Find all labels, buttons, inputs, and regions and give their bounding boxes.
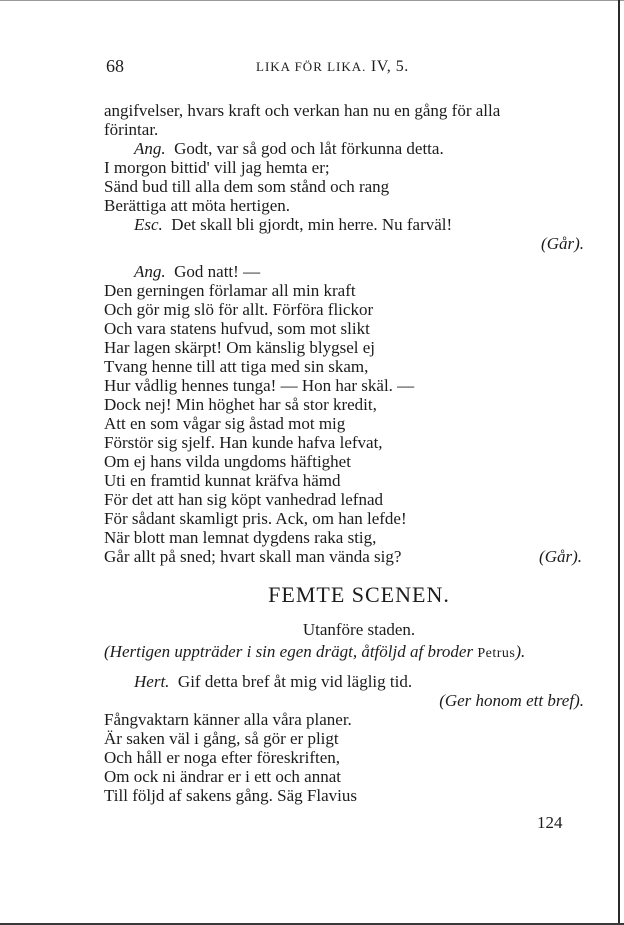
text-line: Berättiga att möta hertigen. [104,196,290,215]
stage-direction: (Ger honom ett bref). [439,691,584,710]
text-line [104,547,584,566]
text-line: Sänd bud till alla dem som stånd och rang [104,177,390,196]
text-line: För det att han sig köpt vanhedrad lefnad [104,490,384,509]
page-top-edge [0,0,624,1]
page-number: 68 [106,56,124,76]
stage-character-name: Petrus [477,646,516,661]
text-line: Förstör sig sjelf. Han kunde hafva lefvat, [104,433,383,452]
scene-title: FEMTE SCENEN. [268,582,450,607]
text-line: Och gör mig slö för allt. Förföra flickor [104,300,374,319]
text-line: När blott man lemnat dygdens raka stig, [104,528,377,547]
text-line: Dock nej! Min höghet har så stor kredit, [104,395,377,414]
text-line: För sådant skamligt pris. Ack, om han lefde! [104,509,407,528]
stage-direction: (Går). [541,234,584,253]
scene-place: Utanföre staden. [302,620,416,639]
text-line: angifvelser, hvars kraft och verkan han nu en gång för alla [104,101,501,120]
speech-text: God natt! — [174,262,261,281]
stage-direction-line [104,234,584,253]
stage-direction-text: (Hertigen uppträder i sin egen drägt, åtföljd af broder [104,642,474,661]
stage-direction-close: ). [515,642,526,661]
text-line: Uti en framtid kunnat kräfva hämd [104,471,341,490]
text-line: Och vara statens hufvud, som mot slikt [104,319,370,338]
text-line: Tvang henne till att tiga med sin skam, [104,357,369,376]
speech-line [104,672,584,691]
text-line: Om ock ni ändrar er i ett och annat [104,767,341,786]
speaker-name: Ang. [134,139,166,158]
text-line: Hur vådlig hennes tunga! — Hon har skäl. — [104,376,415,395]
page-right-edge [618,0,620,925]
text-line: Den gerningen förlamar all min kraft [104,281,356,300]
running-title-play: LIKA FÖR LIKA. [256,59,367,74]
speech-text: Det skall bli gjordt, min herre. Nu farväl! [171,215,453,234]
text-line: Och håll er noga efter föreskriften, [104,748,340,767]
text-line: Till följd af sakens gång. Säg Flavius [104,786,357,805]
running-title-act-scene: IV, 5. [370,58,409,75]
speech-text: Godt, var så god och låt förkunna detta. [174,139,444,158]
text-line: Har lagen skärpt! Om känslig blygsel ej [104,338,375,357]
stage-direction-line [104,691,584,710]
speaker-name: Esc. [134,215,163,234]
text-line: Att en som vågar sig åstad mot mig [104,414,346,433]
speech-text: Gif detta bref åt mig vid läglig tid. [177,672,413,691]
signature-mark: 124 [537,813,563,832]
text-line: förintar. [104,120,159,139]
text-line: Är saken väl i gång, så gör er pligt [104,729,339,748]
speaker-name: Hert. [134,672,170,691]
running-title [256,58,409,76]
speech-line [104,215,584,234]
play-text [104,101,584,805]
speech-line [104,262,584,281]
text-line: Fångvaktarn känner alla våra planer. [104,710,352,729]
speaker-name: Ang. [134,262,166,281]
text-line: Om ej hans vilda ungdoms häftighet [104,452,351,471]
scene-stage-direction [104,641,584,663]
text-line: I morgon bittid' vill jag hemta er; [104,158,330,177]
running-header [106,56,586,80]
speech-text: Går allt på sned; hvart skall man vända sig? [104,547,402,566]
speech-line [104,139,584,158]
stage-direction: (Går). [539,547,582,566]
